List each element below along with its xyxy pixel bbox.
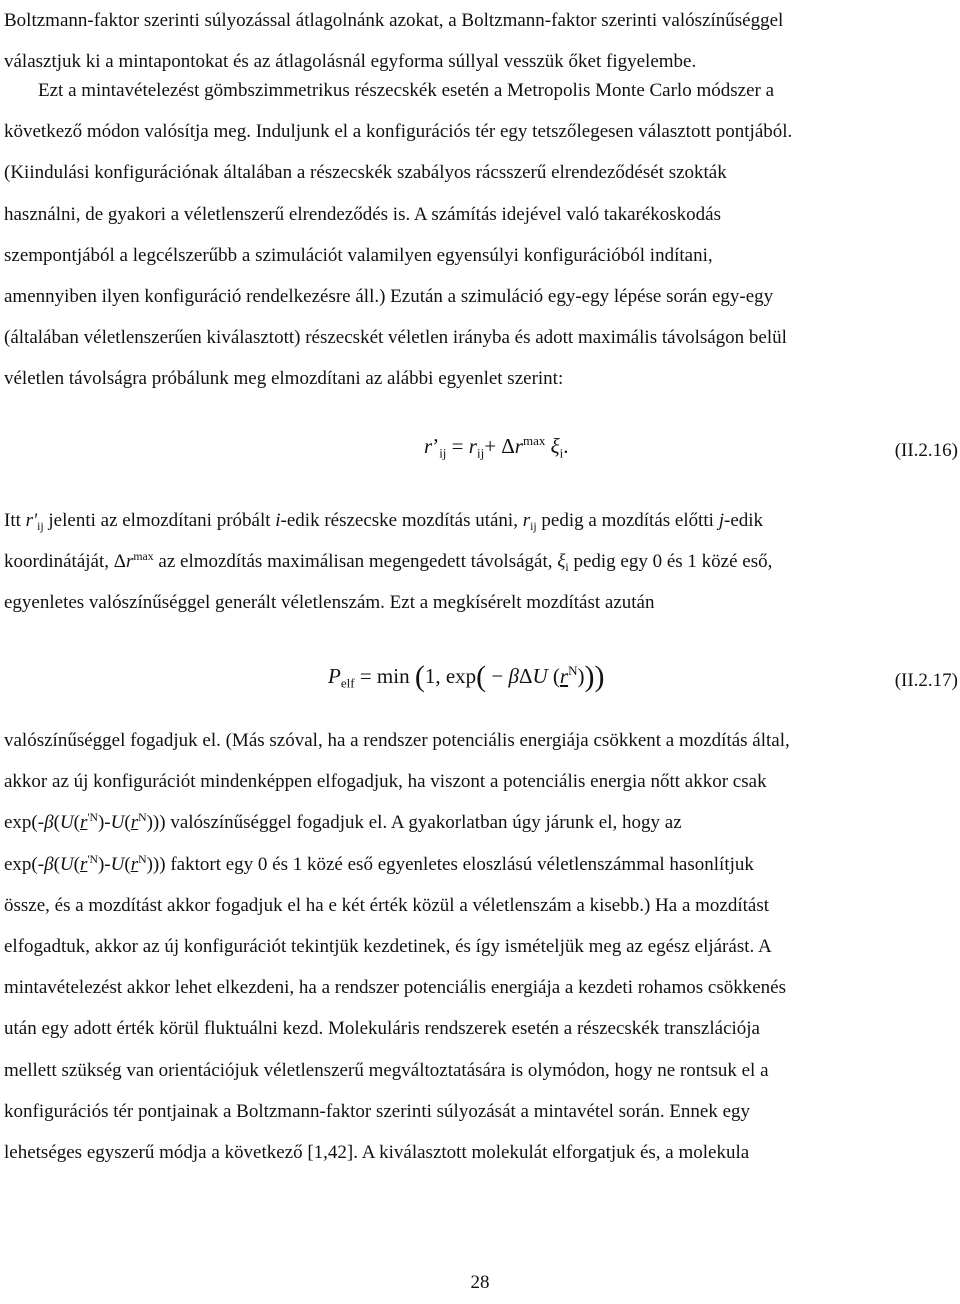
equation-II-2-16: $r’_{ij} = r_{ij}+ \Delta r^{max}$ $\xi_i$. (424, 433, 569, 461)
equation-II-2-17: $P_{elf} = \min (1$, exp( − βΔU $(r^N)$)) (328, 660, 605, 693)
equation-number-2: (II.2.17) (894, 670, 958, 691)
paragraph-3: Itt $r'_{ij}$ jelenti az elmozdítani próbált i-edik részecske mozdítás utáni, $r_{ij}$ pedig a mozdítás előtti j-edik koordinátáját, $\Delta r^{max}$ az elmozdítás maximálisan megengedett távolságát, $\xi_i$ pedig egy 0 és 1 közé eső, egyenletes valószínűséggel generált véletlenszám. Ezt a megkísérelt mozdítást azután (4, 510, 773, 614)
paragraph-4: valószínűséggel fogadjuk el. (Más szóval, ha a rendszer potenciális energiája csökkent a mozdítás által, akkor az új konfigurációt mindenképpen elfogadjuk, ha viszont a potenciális energia nőtt akkor csak $\exp(-\beta(U(r^{'N})-U(r^N)))$ valószínűséggel fogadjuk el. A gyakorlatban úgy járunk el, hogy az $\exp(-\beta(U(r^{'N})-U(r^N)))$ faktort egy 0 és 1 közé eső egyenletes eloszlású véletlenszámmal hasonlítjuk össze, és a mozdítást akkor fogadjuk el ha e két érték közül a véletlenszám a kisebb.) Ha a mozdítást elfogadtuk, akkor az új konfigurációt tekintjük kezdetinek, és így ismételjük meg az egész eljárást. A mintavételezést akkor lehet elkezdeni, ha a rendszer potenciális energiája a kezdeti rohamos csökkenés után egy adott érték körül fluktuálni kezd. Molekuláris rendszerek esetén a részecskék transzlációja mellett szükség van orientációjuk véletlenszerű megváltoztatására is olymódon, hogy ne rontsuk el a konfigurációs tér pontjainak a Boltzmann-faktor szerinti súlyozását a mintavétel során. Ennek egy lehetséges egyszerű módja a következő [1,42]. A kiválasztott molekulát elforgatjuk és, a molekula (4, 730, 790, 1164)
paragraph-1: Boltzmann-faktor szerinti súlyozással átlagolnánk azokat, a Boltzmann-faktor szerinti valószínűséggel választjuk ki a mintapontokat és az átlagolásnál egyforma súllyal vesszük őket figyelembe. (4, 10, 784, 73)
paragraph-2: Ezt a mintavételezést gömbszimmetrikus részecskék esetén a Metropolis Monte Carlo módszer a következő módon valósítja meg. Induljunk el a konfigurációs tér egy tetszőlegesen választott pontjából. (Kiindulási konfigurációnak általában a részecskék szabályos rácsszerű elrendeződését szokták használni, de gyakori a véletlenszerű elrendeződés is. A számítás idejével való takarékoskodás szempontjából a legcélszerűbb a szimulációt valamilyen egyensúlyi konfigurációból indítani, amennyiben ilyen konfiguráció rendelkezésre áll.) Ezután a szimuláció egy-egy lépése során egy-egy (általában véletlenszerűen kiválasztott) részecskét véletlen irányba és adott maximális távolságon belül véletlen távolságra próbálunk meg elmozdítani az alábbi egyenlet szerint: (4, 80, 793, 390)
page-number: 28 (470, 1272, 490, 1293)
equation-number-1: (II.2.16) (894, 440, 958, 461)
